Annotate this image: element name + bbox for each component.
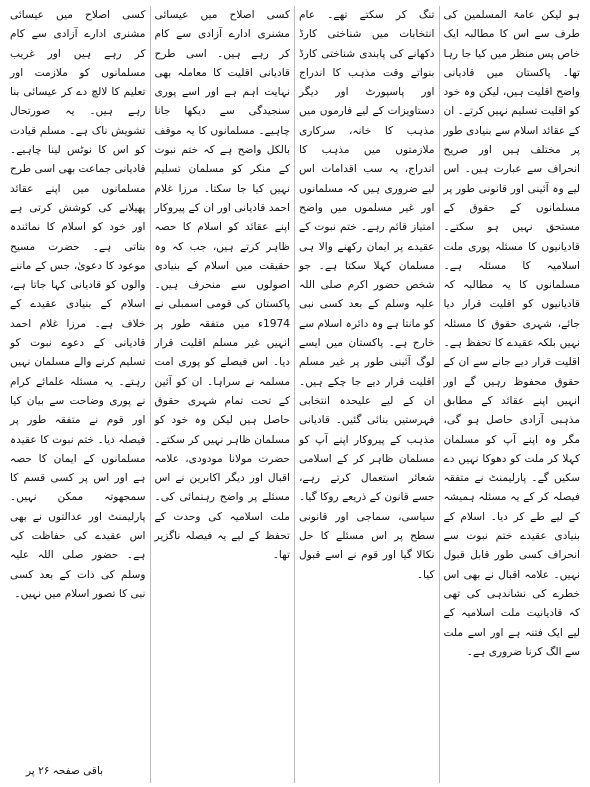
column-text: ہو لیکن عامۃ المسلمین کی طرف سے اس کا مطالبہ ایک خاص پس منظر میں کیا جا رہا تھا۔ پاکستان میں قادیانی واضح اقلیت ہیں، لیکن وہ خود کو اقلیت تسلیم نہیں کرتے۔ ان کے عقائد اسلام سے بنیادی طور پر مختلف ہیں اور صریح انحراف سے عبارت ہیں۔ اس لیے وہ آئینی اور قانونی طور پر مسلمانوں کے حقوق کے مستحق نہیں ہو سکتے۔ قادیانیوں کا مسئلہ پوری ملت اسلامیہ کا مسئلہ ہے۔ مسلمانوں کا یہ مطالبہ کہ قادیانیوں کو اقلیت قرار دیا جائے، شہری حقوق کا مسئلہ نہیں بلکہ عقیدے کا تحفظ ہے۔ اقلیت قرار دیے جانے سے ان کے حقوق محفوظ رہیں گے اور انہیں اپنے عقائد کے مطابق مذہبی آزادی حاصل ہو گی، مگر وہ اپنے آپ کو مسلمان کہلا کر ملت کو دھوکا نہیں دے سکیں گے۔ پارلیمنٹ نے متفقہ فیصلہ کر کے یہ مسئلہ ہمیشہ کے لیے طے کر دیا۔ اسلام کے بنیادی عقیدے ختم نبوت سے انحراف کسی طور قابل قبول نہیں۔ علامہ اقبال نے بھی اس خطرے کی نشاندہی کی تھی کہ قادیانیت ملت اسلامیہ کے لیے ایک فتنہ ہے اور اسے ملت سے الگ کرنا ضروری ہے۔	[443, 9, 580, 658]
text-column-2	[295, 6, 440, 783]
text-column-3	[151, 6, 296, 783]
text-column-4	[6, 6, 151, 783]
column-text: کسی اصلاح میں عیسائی مشنری ادارے آزادی سے کام کر رہے ہیں اور غریب مسلمانوں کو ملازمت اور تعلیم کا لالچ دے کر عیسائی بنا رہے ہیں۔ یہ صورتحال تشویش ناک ہے۔ مسلم قیادت کو اس کا نوٹس لینا چاہیے۔ قادیانی جماعت بھی اسی طرح مسلمانوں میں اپنے عقائد پھیلانے کی کوشش کرتی ہے اور خود کو اسلام کا نمائندہ بتاتی ہے۔ حضرت مسیح موعود کا دعویٰ، جس کے ماننے والوں کو قادیانی کہا جاتا ہے، اسلام کے بنیادی عقیدے کے خلاف ہے۔ مرزا غلام احمد قادیانی کے دعوے نبوت کو تسلیم کرنے والے مسلمان نہیں رہتے۔ یہ مسئلہ علمائے کرام نے پوری وضاحت سے بیان کیا اور قوم نے متفقہ طور پر فیصلہ دیا۔ ختم نبوت کا عقیدہ مسلمانوں کے ایمان کا حصہ ہے اور اس پر کسی قسم کا سمجھوتہ ممکن نہیں۔ پارلیمنٹ اور عدالتوں نے بھی اس عقیدے کی حفاظت کی ہے۔ حضور صلی اللہ علیہ وسلم کی ذات کے بعد کسی نبی کا تصور اسلام میں نہیں۔	[10, 9, 146, 600]
text-column-1	[440, 6, 585, 783]
continued-note: باقی صفحہ ۲۶ پر	[26, 764, 104, 777]
column-text: کسی اصلاح میں عیسائی مشنری ادارے آزادی سے کام کر رہے ہیں۔ اسی طرح قادیانی اقلیت کا معاملہ بھی نہایت اہم ہے اور اسے پوری سنجیدگی سے دیکھا جانا چاہیے۔ مسلمانوں کا یہ موقف بالکل واضح ہے کہ ختم نبوت کے منکر کو مسلمان تسلیم نہیں کیا جا سکتا۔ مرزا غلام احمد قادیانی اور ان کے پیروکار اپنے عقائد کو اسلام کا حصہ ظاہر کرتے ہیں، جب کہ وہ حقیقت میں اسلام کے بنیادی اصولوں سے منحرف ہیں۔ پاکستان کی قومی اسمبلی نے 1974ء میں متفقہ طور پر انہیں غیر مسلم اقلیت قرار دیا۔ اس فیصلے کو پوری امت مسلمہ نے سراہا۔ ان کو آئین کے تحت تمام شہری حقوق حاصل ہیں لیکن وہ خود کو مسلمان ظاہر نہیں کر سکتے۔ حضرت مولانا مودودی، علامہ اقبال اور دیگر اکابرین نے اس مسئلے پر واضح رہنمائی کی۔ ملت اسلامیہ کی وحدت کے تحفظ کے لیے یہ فیصلہ ناگزیر تھا۔	[154, 9, 290, 562]
column-text: تنگ کر سکتے تھے۔ عام انتخابات میں شناختی کارڈ دکھانے کی پابندی شناختی کارڈ بنواتے وقت مذہب کا اندراج اور پاسپورٹ اور دیگر دستاویزات کے لیے فارموں میں مذہب کا خانہ، سرکاری ملازمتوں میں مذہب کا اندراج، یہ سب اقدامات اس لیے ضروری ہیں کہ مسلمانوں اور غیر مسلموں میں واضح امتیاز قائم رہے۔ ختم نبوت کے عقیدے پر ایمان رکھنے والا ہی مسلمان کہلا سکتا ہے۔ جو شخص حضور اکرم صلی اللہ علیہ وسلم کے بعد کسی نبی کو مانتا ہے وہ دائرہ اسلام سے خارج ہے۔ پاکستان میں ایسے لوگ آئینی طور پر غیر مسلم اقلیت قرار دیے جا چکے ہیں۔ ان کے لیے علیحدہ انتخابی فہرستیں بنائی گئیں۔ قادیانی مذہب کے پیروکار اپنے آپ کو مسلمان ظاہر کر کے اسلامی شعائر استعمال کرتے رہے، جسے قانون کے ذریعے روکا گیا۔ سیاسی، سماجی اور قانونی سطح پر اس مسئلے کا حل نکالا گیا اور قوم نے اسے قبول کیا۔	[299, 9, 435, 581]
